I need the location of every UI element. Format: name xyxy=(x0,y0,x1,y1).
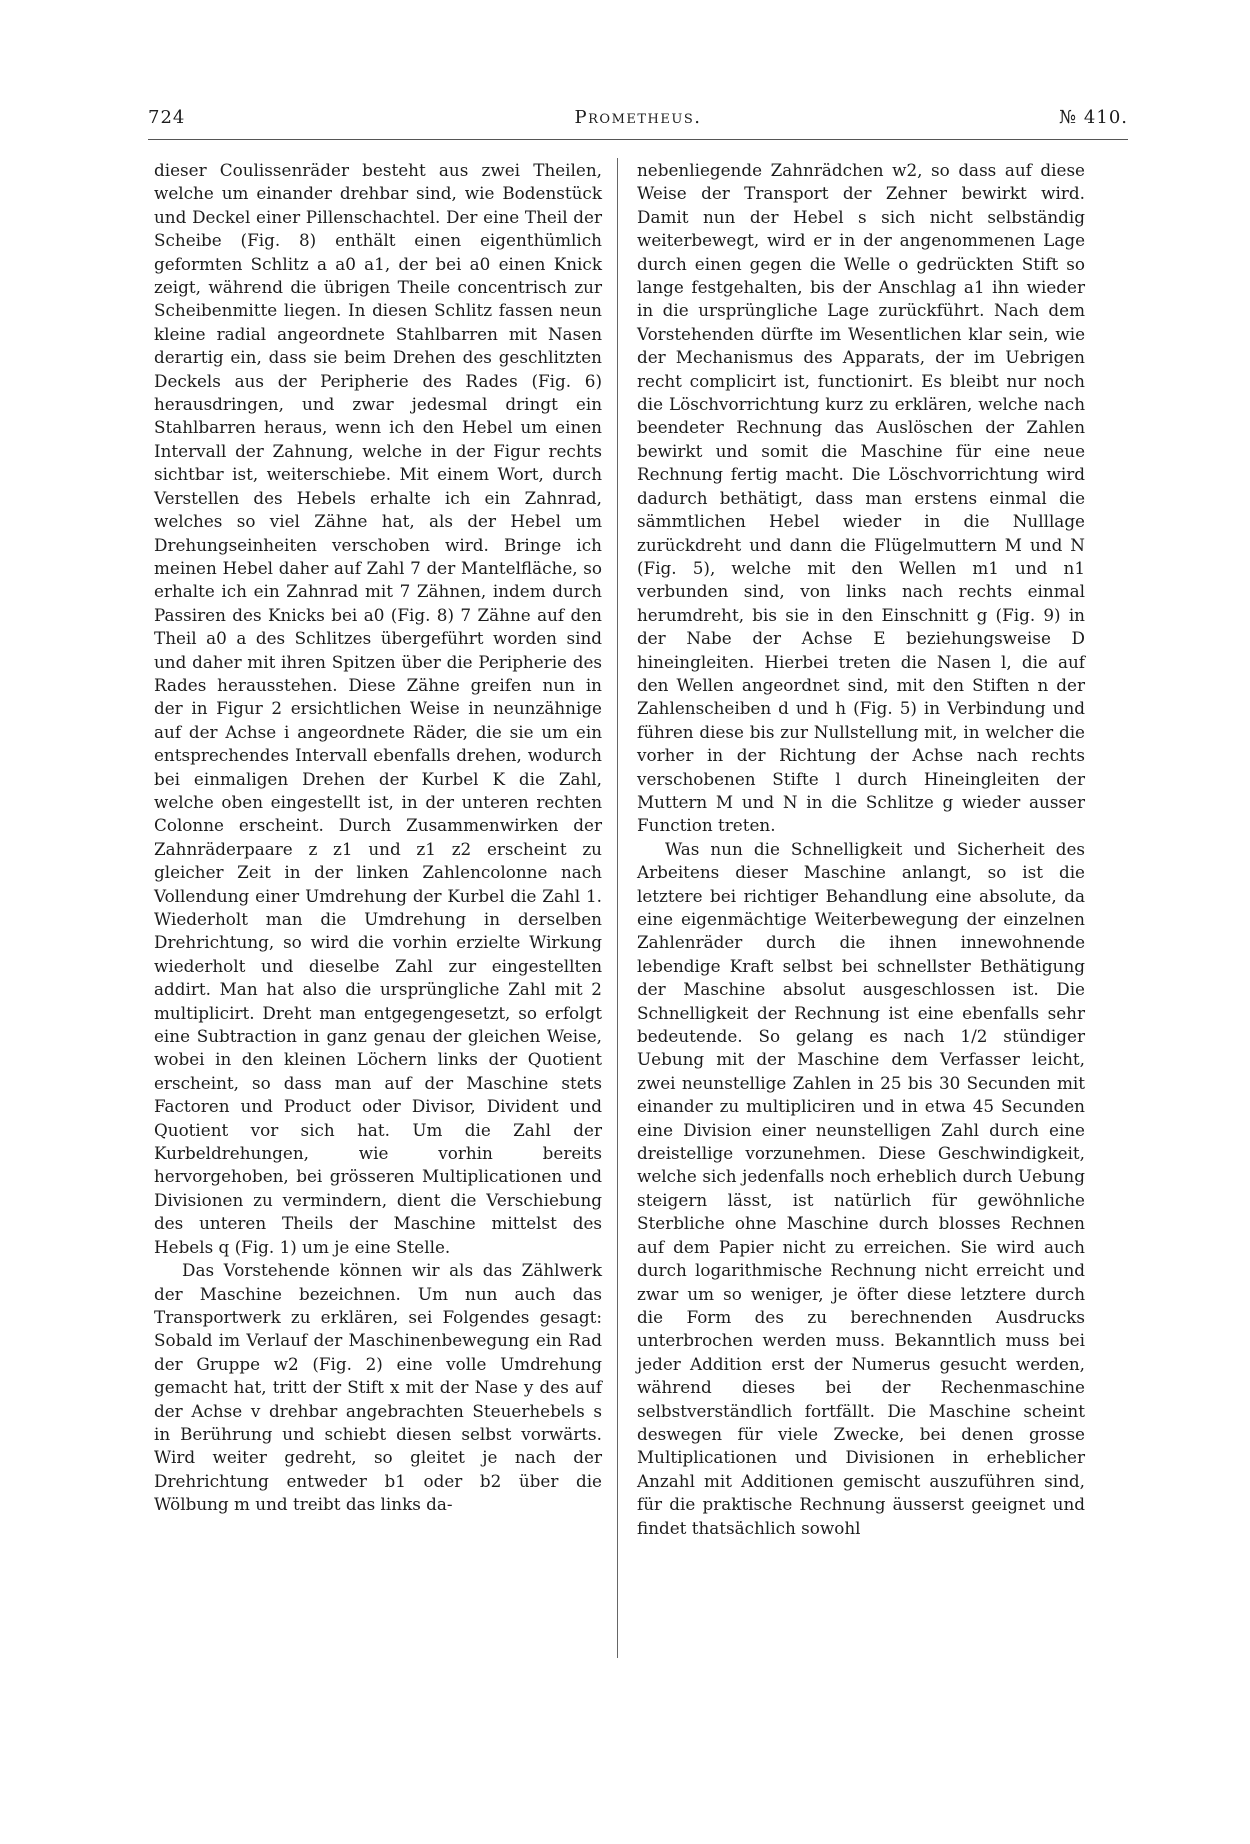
column-divider xyxy=(617,158,618,1658)
paragraph: Was nun die Schnelligkeit und Sicherheit des Arbeitens dieser Maschine anlangt, so ist die letztere bei richtiger Behandlung eine absolute, da eine eigenmächtige Weiterbewegung der einzelnen Zahlenräder durch die ihnen innewohnende lebendige Kraft selbst bei schnellster Bethätigung der Maschine absolut ausgeschlossen ist. Die Schnelligkeit der Rechnung ist eine ebenfalls sehr bedeutende. So gelang es nach 1/2 stündiger Uebung mit der Maschine dem Verfasser leicht, zwei neunstellige Zahlen in 25 bis 30 Secunden mit einander zu multipliciren und in etwa 45 Secunden eine Division einer neunstelligen Zahl durch eine dreistellige vorzunehmen. Diese Geschwindigkeit, welche sich jedenfalls noch erheblich durch Uebung steigern lässt, ist natürlich für gewöhnliche Sterbliche ohne Maschine durch blosses Rechnen auf dem Papier nicht zu erreichen. Sie wird auch durch logarithmische Rechnung nicht erreicht und zwar um so weniger, je öfter diese letztere durch die Form des zu berechnenden Ausdrucks unterbrochen werden muss. Bekanntlich muss bei jeder Addition erst der Numerus gesucht werden, während dieses bei der Rechenmaschine selbstverständlich fortfällt. Die Maschine scheint deswegen für viele Zwecke, bei denen grosse Multiplicationen und Divisionen in erheblicher Anzahl mit Additionen gemischt auszuführen sind, für die praktische Rechnung äusserst geeignet und findet thatsächlich sowohl xyxy=(637,838,1085,1538)
page-header xyxy=(148,103,1128,133)
left-column xyxy=(154,159,602,1517)
issue-number: № 410. xyxy=(1059,107,1128,128)
paragraph: dieser Coulissenräder besteht aus zwei Theilen, welche um einander drehbar sind, wie Bodenstück und Deckel einer Pillenschachtel. Der eine Theil der Scheibe (Fig. 8) enthält einen eigenthümlich geformten Schlitz a a0 a1, der bei a0 einen Knick zeigt, während die übrigen Theile concentrisch zur Scheibenmitte liegen. In diesen Schlitz fassen neun kleine radial angeordnete Stahlbarren mit Nasen derartig ein, dass sie beim Drehen des geschlitzten Deckels aus der Peripherie des Rades (Fig. 6) herausdringen, und zwar jedesmal dringt ein Stahlbarren heraus, wenn ich den Hebel um einen Intervall der Zahnung, welche in der Figur rechts sichtbar ist, weiterschiebe. Mit einem Wort, durch Verstellen des Hebels erhalte ich ein Zahnrad, welches so viel Zähne hat, als der Hebel um Drehungseinheiten verschoben wird. Bringe ich meinen Hebel daher auf Zahl 7 der Mantelfläche, so erhalte ich ein Zahnrad mit 7 Zähnen, indem durch Passiren des Knicks bei a0 (Fig. 8) 7 Zähne auf den Theil a0 a des Schlitzes übergeführt worden sind und daher mit ihren Spitzen über die Peripherie des Rades herausstehen. Diese Zähne greifen nun in der in Figur 2 ersichtlichen Weise in neunzähnige auf der Achse i angeordnete Räder, die sie um ein entsprechendes Intervall ebenfalls drehen, wodurch bei einmaligen Drehen der Kurbel K die Zahl, welche oben eingestellt ist, in der unteren rechten Colonne erscheint. Durch Zusammenwirken der Zahnräderpaare z z1 und z1 z2 erscheint zu gleicher Zeit in der linken Zahlencolonne nach Vollendung einer Umdrehung der Kurbel die Zahl 1. Wiederholt man die Umdrehung in derselben Drehrichtung, so wird die vorhin erzielte Wirkung wiederholt und dieselbe Zahl zur eingestellten addirt. Man hat also die ursprüngliche Zahl mit 2 multiplicirt. Dreht man entgegengesetzt, so erfolgt eine Subtraction in ganz genau der gleichen Weise, wobei in den kleinen Löchern links der Quotient erscheint, so dass man auf der Maschine stets Factoren und Product oder Divisor, Divident und Quotient vor sich hat. Um die Zahl der Kurbeldrehungen, wie vorhin bereits hervorgehoben, bei grösseren Multiplicationen und Divisionen zu vermindern, dient die Verschiebung des unteren Theils der Maschine mittelst des Hebels q (Fig. 1) um je eine Stelle. xyxy=(154,160,602,1257)
journal-title: Prometheus. xyxy=(574,107,702,128)
page-number: 724 xyxy=(148,107,186,128)
paragraph: Das Vorstehende können wir als das Zählwerk der Maschine bezeichnen. Um nun auch das Transportwerk zu erklären, sei Folgendes gesagt: Sobald im Verlauf der Maschinenbewegung ein Rad der Gruppe w2 (Fig. 2) eine volle Umdrehung gemacht hat, tritt der Stift x mit der Nase y des auf der Achse v drehbar angebrachten Steuerhebels s in Berührung und schiebt diesen selbst vorwärts. Wird weiter gedreht, so gleitet je nach der Drehrichtung entweder b1 oder b2 über die Wölbung m und treibt das links da- xyxy=(154,1260,602,1515)
header-rule xyxy=(148,139,1128,140)
paragraph: nebenliegende Zahnrädchen w2, so dass auf diese Weise der Transport der Zehner bewirkt wird. Damit nun der Hebel s sich nicht selbständig weiterbewegt, wird er in der angenommenen Lage durch einen gegen die Welle o gedrückten Stift so lange festgehalten, bis der Anschlag a1 ihn wieder in die ursprüngliche Lage zurückführt. Nach dem Vorstehenden dürfte im Wesentlichen klar sein, wie der Mechanismus des Apparats, der im Uebrigen recht complicirt ist, functionirt. Es bleibt nur noch die Löschvorrichtung kurz zu erklären, welche nach beendeter Rechnung das Auslöschen der Zahlen bewirkt und somit die Maschine für eine neue Rechnung fertig macht. Die Löschvorrichtung wird dadurch bethätigt, dass man erstens einmal die sämmtlichen Hebel wieder in die Nulllage zurückdreht und dann die Flügelmuttern M und N (Fig. 5), welche mit den Wellen m1 und n1 verbunden sind, von links nach rechts einmal herumdreht, bis sie in den Einschnitt g (Fig. 9) in der Nabe der Achse E beziehungsweise D hineingleiten. Hierbei treten die Nasen l, die auf den Wellen angeordnet sind, mit den Stiften n der Zahlenscheiben d und h (Fig. 5) in Verbindung und führen diese bis zur Nullstellung mit, in welcher die vorher in der Richtung der Achse nach rechts verschobenen Stifte l durch Hineingleiten der Muttern M und N in die Schlitze g wieder ausser Function treten. xyxy=(637,160,1085,836)
right-column xyxy=(637,159,1085,1540)
